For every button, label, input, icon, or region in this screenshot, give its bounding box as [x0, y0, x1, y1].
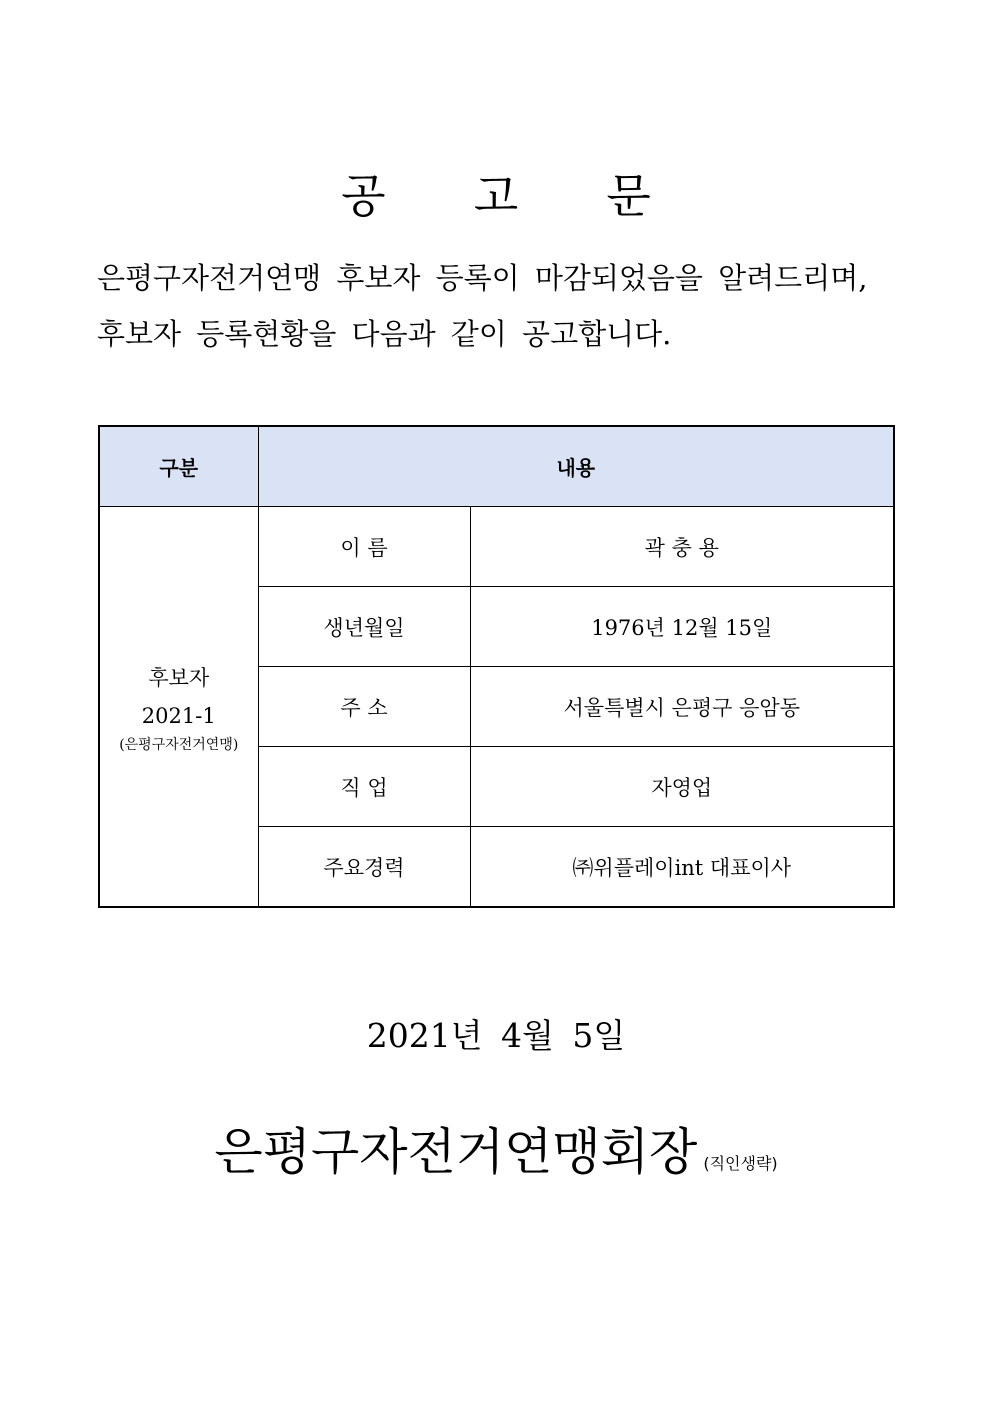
- candidate-cell: [99, 507, 258, 908]
- signer-organization: 은평구자전거연맹회장: [214, 1123, 698, 1181]
- title-char-2: 고: [473, 169, 519, 223]
- header-content: 내용: [258, 426, 894, 507]
- row-label-occupation: 직 업: [258, 747, 470, 827]
- row-label-career: 주요경력: [258, 827, 470, 908]
- candidate-org: (은평구자전거연맹): [119, 736, 239, 753]
- header-category: 구분: [99, 426, 258, 507]
- row-label-birthdate: 생년월일: [258, 587, 470, 667]
- candidate-label: 후보자: [148, 665, 210, 690]
- row-label-address: 주 소: [258, 667, 470, 747]
- table-header-row: [99, 426, 894, 507]
- intro-line-1: 은평구자전거연맹 후보자 등록이 마감되었음을 알려드리며,: [97, 261, 868, 295]
- announcement-date: 2021년 4월 5일: [366, 1016, 626, 1055]
- row-value-birthdate: 1976년 12월 15일: [470, 587, 894, 667]
- intro-line-2: 후보자 등록현황을 다음과 같이 공고합니다.: [97, 317, 672, 351]
- table-row: [99, 507, 894, 587]
- row-value-occupation: 자영업: [470, 747, 894, 827]
- title-char-1: 공: [341, 169, 386, 223]
- row-value-address: 서울특별시 은평구 응암동: [470, 667, 894, 747]
- candidate-table: [98, 425, 895, 908]
- candidate-number: 2021-1: [141, 703, 216, 728]
- row-value-name: 곽 충 용: [470, 507, 894, 587]
- seal-note: (직인생략): [703, 1154, 778, 1173]
- row-value-career: ㈜위플레이int 대표이사: [470, 827, 894, 908]
- row-label-name: 이 름: [258, 507, 470, 587]
- signer-block: [0, 1112, 992, 1184]
- page-title: [0, 160, 992, 226]
- title-char-3: 문: [606, 169, 651, 223]
